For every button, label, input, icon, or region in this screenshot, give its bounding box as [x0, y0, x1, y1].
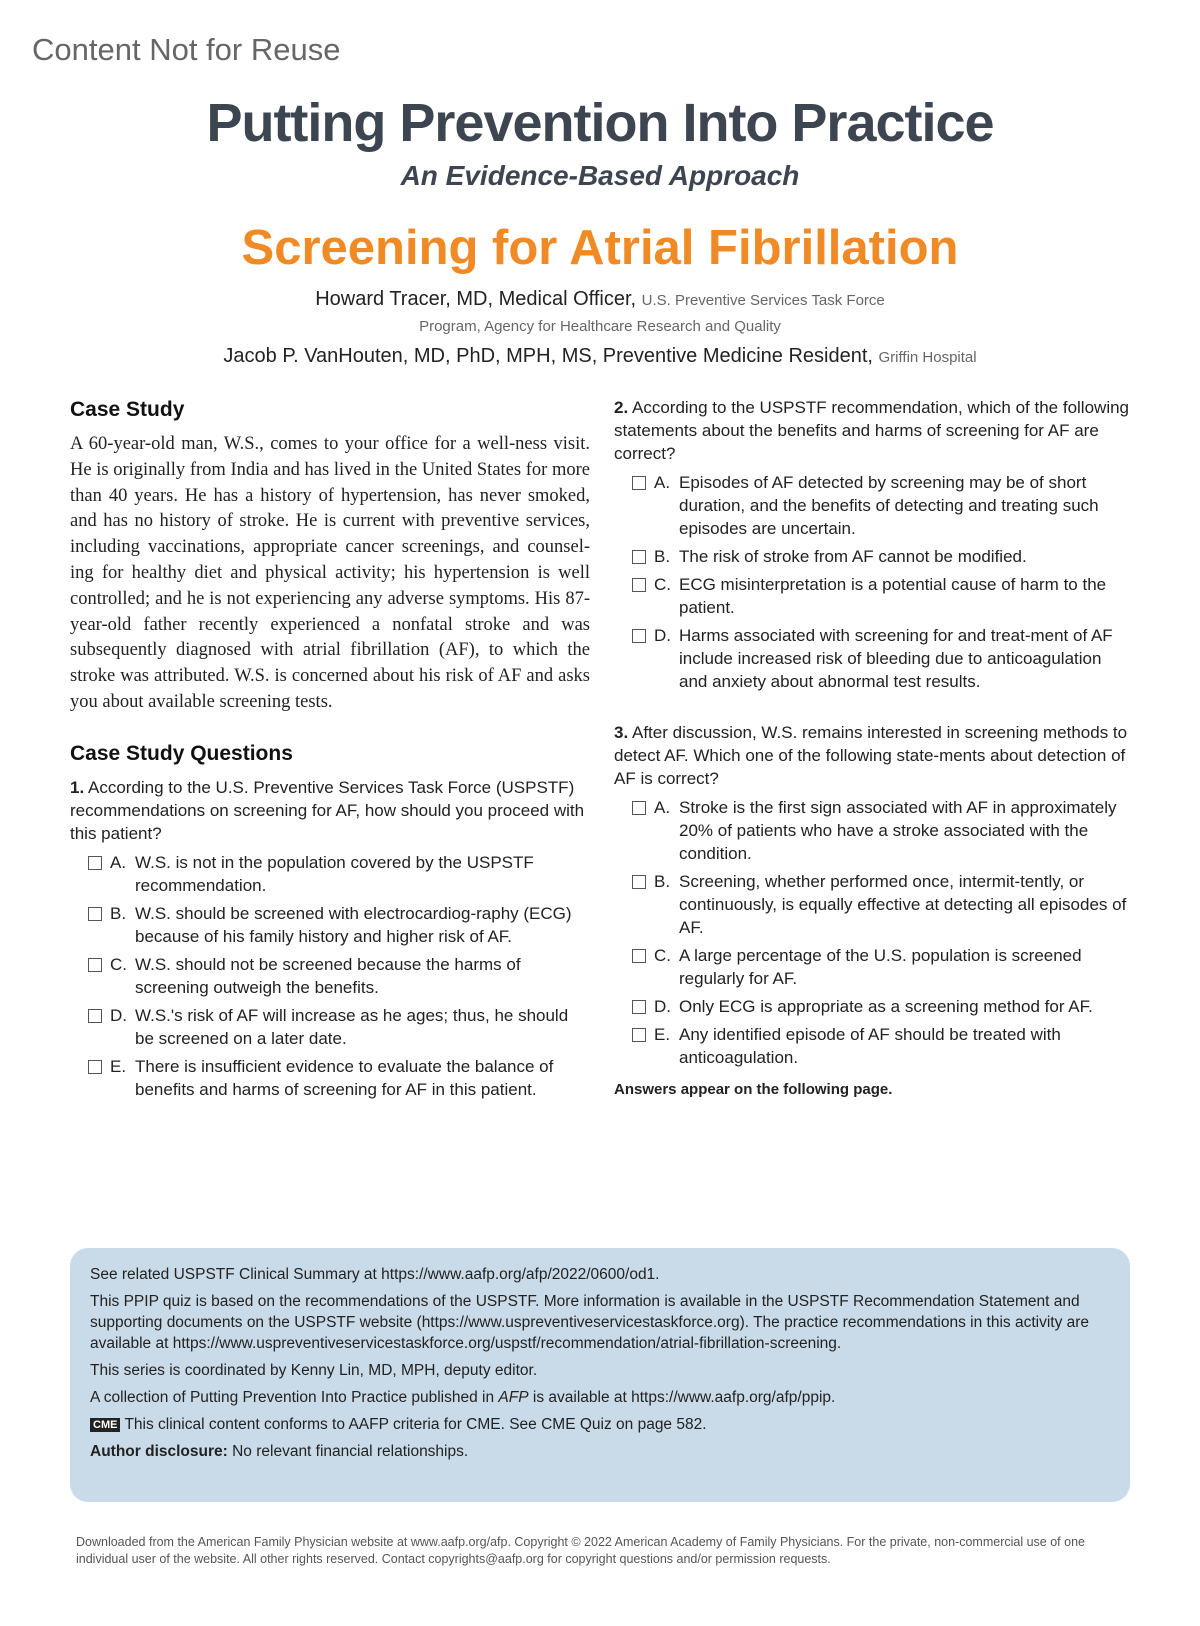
related-summary: See related USPSTF Clinical Summary at https://www.aafp.org/afp/2022/0600/od1. [90, 1266, 660, 1283]
disclosure-label: Author disclosure: [90, 1443, 228, 1460]
cme-note [90, 1414, 1110, 1435]
copyright-footer: Downloaded from the American Family Physician website at www.aafp.org/afp. Copyright © 2022 American Academy of Family Physicians. For the private, non-commercial use of one individual user of the website. All other rights reserved. Contact copyrights@aafp.org for copyright questions and/or permission requests. [76, 1535, 1085, 1566]
page-title: Putting Prevention Into Practice [206, 93, 994, 153]
option-text: W.S. is not in the population covered by the USPSTF recommendation. [135, 852, 534, 895]
question-3 [614, 721, 1134, 790]
option-text: Episodes of AF detected by screening may be of short duration, and the benefits of detecting and treating such episodes are uncertain. [679, 473, 1099, 538]
checkbox[interactable] [632, 476, 646, 490]
checkbox[interactable] [88, 1060, 102, 1074]
q2-option-b[interactable] [632, 545, 1134, 568]
q2-option-a[interactable] [632, 471, 1134, 540]
q1-option-e[interactable] [88, 1055, 590, 1101]
option-letter: D. [110, 1005, 127, 1025]
checkbox[interactable] [88, 856, 102, 870]
disclosure-text: No relevant financial relationships. [227, 1443, 469, 1460]
questions-heading: Case Study Questions [70, 741, 293, 765]
author-1-name: Howard Tracer, MD, Medical Officer, [315, 288, 637, 310]
checkbox[interactable] [632, 875, 646, 889]
option-letter: B. [654, 872, 671, 891]
question-number: 3. [614, 723, 629, 742]
question-text: After discussion, W.S. remains interested in screening methods to detect AF. Which one of the following state-ments about detection of AF is correct? [614, 723, 1128, 788]
author-disclosure [90, 1441, 1110, 1462]
collection-suffix: is available at https://www.aafp.org/afp/ppip. [528, 1389, 836, 1406]
question-text: According to the U.S. Preventive Services Task Force (USPSTF) recommendations on screening for AF, how should you proceed with this patient? [70, 777, 585, 843]
option-text: A large percentage of the U.S. population is screened regularly for AF. [679, 946, 1082, 988]
option-letter: D. [654, 997, 671, 1016]
cme-badge: CME [90, 1418, 120, 1432]
option-letter: C. [654, 946, 671, 965]
option-text: There is insufficient evidence to evaluate the balance of benefits and harms of screening for AF in this patient. [135, 1056, 554, 1099]
info-box [70, 1248, 1130, 1502]
option-text: Harms associated with screening for and treat-ment of AF include increased risk of bleeding due to anticoagulation and anxiety about abnormal test results. [679, 626, 1113, 691]
option-text: ECG misinterpretation is a potential cause of harm to the patient. [679, 575, 1107, 617]
option-letter: B. [654, 547, 671, 566]
collection-note [90, 1387, 1110, 1408]
watermark: Content Not for Reuse [32, 32, 341, 67]
checkbox[interactable] [632, 1028, 646, 1042]
option-text: Stroke is the first sign associated with AF in approximately 20% of patients who have a stroke associated with the condition. [679, 798, 1117, 863]
option-letter: A. [654, 798, 671, 817]
q3-option-c[interactable] [632, 944, 1134, 990]
option-text: The risk of stroke from AF cannot be modified. [679, 547, 1027, 566]
page-subtitle: An Evidence-Based Approach [400, 160, 800, 191]
author-1-affiliation-cont: Program, Agency for Healthcare Research and Quality [419, 318, 781, 335]
right-column [614, 396, 1134, 1098]
option-letter: B. [110, 903, 127, 923]
author-2-name: Jacob P. VanHouten, MD, PhD, MPH, MS, Preventive Medicine Resident, [223, 345, 873, 367]
author-1 [0, 288, 1200, 311]
article-title: Screening for Atrial Fibrillation [241, 221, 959, 275]
q2-option-d[interactable] [632, 624, 1134, 693]
option-letter: C. [110, 954, 127, 974]
q3-option-d[interactable] [632, 995, 1134, 1018]
author-2-affiliation: Griffin Hospital [878, 349, 977, 366]
checkbox[interactable] [632, 1000, 646, 1014]
series-coordinator: This series is coordinated by Kenny Lin, MD, MPH, deputy editor. [90, 1362, 538, 1379]
q1-option-b[interactable] [88, 902, 590, 948]
checkbox[interactable] [632, 801, 646, 815]
q3-option-e[interactable] [632, 1023, 1134, 1069]
checkbox[interactable] [88, 907, 102, 921]
left-column [70, 398, 590, 1106]
option-letter: E. [110, 1056, 127, 1076]
journal-name: AFP [498, 1389, 529, 1406]
q1-option-a[interactable] [88, 851, 590, 897]
checkbox[interactable] [632, 949, 646, 963]
option-text: W.S.'s risk of AF will increase as he ages; thus, he should be screened on a later date. [135, 1005, 569, 1048]
option-letter: D. [654, 626, 671, 645]
q2-option-c[interactable] [632, 573, 1134, 619]
option-text: Any identified episode of AF should be treated with anticoagulation. [679, 1025, 1061, 1067]
checkbox[interactable] [88, 1009, 102, 1023]
option-text: W.S. should not be screened because the harms of screening outweigh the benefits. [135, 954, 521, 997]
question-number: 1. [70, 777, 85, 797]
q3-option-a[interactable] [632, 796, 1134, 865]
q1-option-d[interactable] [88, 1004, 590, 1050]
answers-note: Answers appear on the following page. [614, 1081, 893, 1098]
quiz-basis: This PPIP quiz is based on the recommendations of the USPSTF. More information is available in the USPSTF Recommendation Statement and supporting documents on the USPSTF website (https://www.uspreventiveservicestaskforce.org). The practice recommendations in this activity are available at https://www.uspreventiveservicestaskforce.org/uspstf/recommendation/atrial-fibrillation-screening. [90, 1293, 1090, 1352]
question-text: According to the USPSTF recommendation, which of the following statements about the benefits and harms of screening for AF are correct? [614, 398, 1130, 463]
case-study-text: A 60-year-old man, W.S., comes to your office for a well-ness visit. He is originally from India and has lived in the United States for more than 40 years. He has a history of hypertension, has never smoked, and has no history of stroke. He is current with preventive services, including vaccinations, appropriate cancer screenings, and counsel-ing for healthy diet and physical activity; his hypertension is well controlled; and he is not experiencing any adverse symptoms. His 87-year-old father recently experienced a nonfatal stroke and was subsequently diagnosed with atrial fibrillation (AF), to which the stroke was attributed. W.S. is concerned about his risk of AF and asks you about available screening tests. [70, 434, 590, 712]
question-number: 2. [614, 398, 629, 417]
q1-option-c[interactable] [88, 953, 590, 999]
checkbox[interactable] [632, 578, 646, 592]
cme-text: This clinical content conforms to AAFP criteria for CME. See CME Quiz on page 582. [124, 1416, 707, 1433]
option-text: Screening, whether performed once, intermit-tently, or continuously, is equally effective at detecting all episodes of AF. [679, 872, 1127, 937]
q3-option-b[interactable] [632, 870, 1134, 939]
checkbox[interactable] [632, 629, 646, 643]
checkbox[interactable] [88, 958, 102, 972]
author-1-affiliation: U.S. Preventive Services Task Force [641, 292, 885, 309]
collection-prefix: A collection of Putting Prevention Into Practice published in [90, 1389, 499, 1406]
question-2 [614, 396, 1134, 465]
case-study-heading: Case Study [70, 398, 185, 421]
option-letter: A. [110, 852, 127, 872]
option-text: W.S. should be screened with electrocardiog-raphy (ECG) because of his family history and higher risk of AF. [135, 903, 572, 946]
option-text: Only ECG is appropriate as a screening method for AF. [679, 997, 1093, 1016]
option-letter: A. [654, 473, 671, 492]
option-letter: C. [654, 575, 671, 594]
option-letter: E. [654, 1025, 671, 1044]
question-1 [70, 776, 590, 845]
checkbox[interactable] [632, 550, 646, 564]
author-2 [0, 345, 1200, 368]
